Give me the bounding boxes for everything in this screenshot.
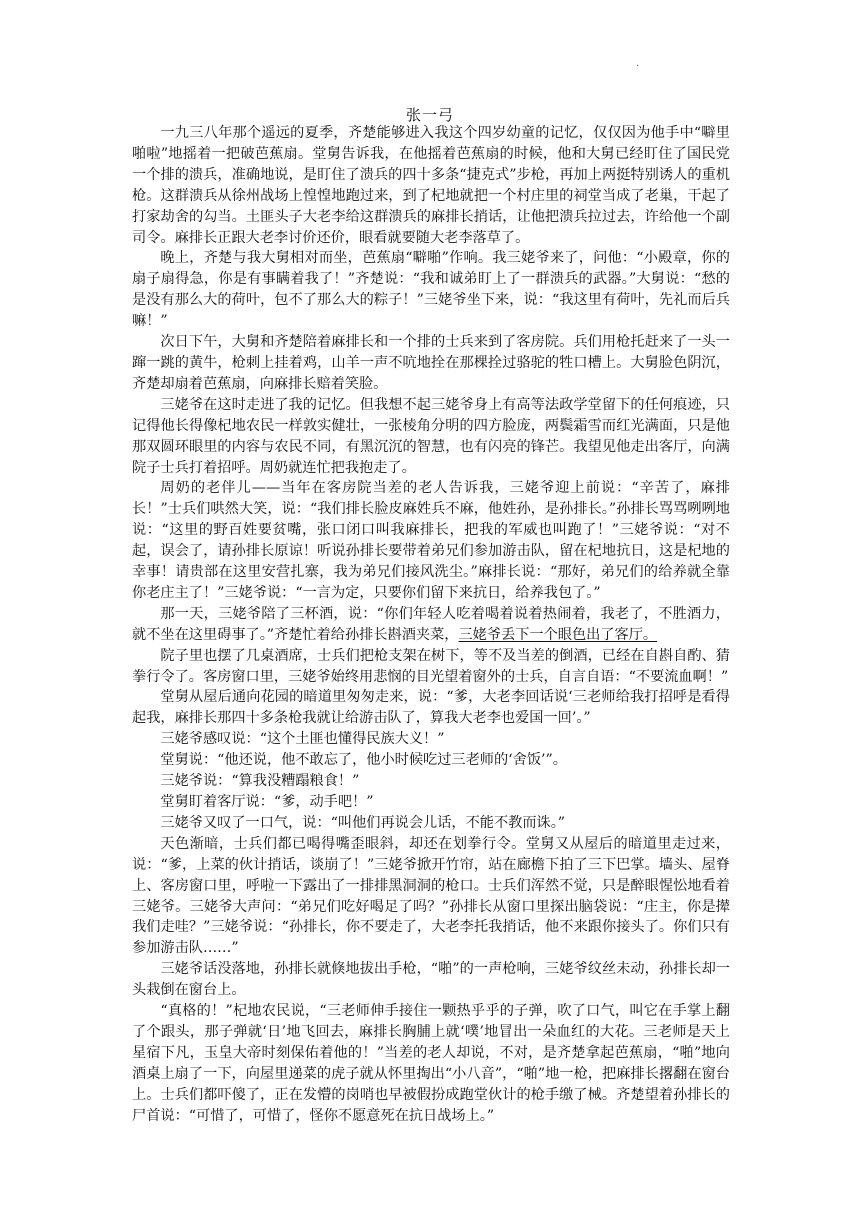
article-body bbox=[132, 123, 730, 1127]
paragraph: 天色渐暗，士兵们都已喝得嘴歪眼斜，却还在划拳行令。堂舅又从屋后的暗道里走过来，说：“爹，上菜的伙计捎话，谈崩了！”三姥爷掀开竹帘，站在廊檐下拍了三下巴掌。墙头、屋脊上、客房窗口里，呼啦一下露出了一排排黑洞洞的枪口。士兵们浑然不觉，只是醉眼惺忪地看着三姥爷。三姥爷大声问：“弟兄们吃好喝足了吗？”孙排长从窗口里探出脑袋说：“庄主，你是撵我们走哇？”三姥爷说：“孙排长，你不要走了，大老李托我捎话，他不来跟你接头了。你们只有参加游击队……” bbox=[132, 835, 730, 957]
underlined-sentence: 三姥爷丢下一个眼色出了客厅。 bbox=[458, 626, 658, 643]
paragraph: “真格的！”杞地农民说，“三老师伸手接住一颗热乎乎的子弹，吹了口气，叫它在手掌上翻了个跟头，那子弹就‘日’地飞回去，麻排长胸脯上就‘噗’地冒出一朵血红的大花。三老师是天上星宿下凡，玉皇大帝时刻保佑着他的！”当差的老人却说，不对，是齐楚拿起芭蕉扇，“啪”地向酒桌上扇了一下，向屋里递菜的虎子就从怀里掏出“小八音”，“啪”地一枪，把麻排长撂翻在窗台上。士兵们都吓傻了，正在发懵的岗哨也早被假扮成跑堂伙计的枪手缴了械。齐楚望着孙排长的尸首说：“可惜了，可惜了，怪你不愿意死在抗日战场上。” bbox=[132, 1003, 730, 1124]
paragraph: 堂舅从屋后通向花园的暗道里匆匆走来，说：“爹，大老李回话说‘三老师给我打招呼是看得起我，麻排长那四十多条枪我就让给游击队了，算我大老李也爱国一回’。” bbox=[132, 689, 730, 727]
header-mark: . bbox=[636, 58, 640, 69]
paragraph: 三姥爷在这时走进了我的记忆。但我想不起三姥爷身上有高等法政学堂留下的任何痕迹，只记得他长得像杞地农民一样敦实健壮，一张棱角分明的四方脸庞，两鬓霜雪而红光满面，只是他那双圆环眼里的内容与农民不同，有黑沉沉的智慧，也有闪亮的锋芒。我望见他走出客厅，向满院子士兵打着招呼。周奶就连忙把我抱走了。 bbox=[132, 396, 730, 476]
article-author-title: 张一弓 bbox=[405, 106, 454, 124]
paragraph: 次日下午，大舅和齐楚陪着麻排长和一个排的士兵来到了客房院。兵们用枪托赶来了一头一蹿一跳的黄牛，枪刺上挂着鸡，山羊一声不吭地拴在那棵拴过骆驼的牲口槽上。大舅脸色阴沉，齐楚却扇着芭蕉扇，向麻排长赔着笑脸。 bbox=[132, 334, 730, 392]
paragraph: 三姥爷话没落地，孙排长就倏地拔出手枪，“啪”的一声枪响，三姥爷纹丝未动，孙排长却一头栽倒在窗台上。 bbox=[132, 961, 730, 999]
paragraph: 三姥爷又叹了一口气，说：“叫他们再说会儿话，不能不教而诛。” bbox=[160, 814, 566, 831]
paragraph: 三姥爷说：“算我没糟蹋粮食！” bbox=[160, 773, 360, 790]
paragraph: 周奶的老伴儿——当年在客房院当差的老人告诉我，三姥爷迎上前说：“辛苦了，麻排长！”士兵们哄然大笑，说：“我们排长脸皮麻姓兵不麻，他姓孙，是孙排长。”孙排长骂骂咧咧地说：“这里的野百姓要贫嘴，张口闭口叫我麻排长，把我的军威也叫跑了！”三姥爷说：“对不起，误会了，请孙排长原谅！听说孙排长要带着弟兄们参加游击队，留在杞地抗日，这是杞地的幸事！请贵部在这里安营扎寨，我为弟兄们接风洗尘。”麻排长说：“那好，弟兄们的给养就全靠你老庄主了！”三姥爷说：“一言为定，只要你们留下来抗日，给养我包了。” bbox=[132, 480, 730, 601]
paragraph: 三姥爷感叹说：“这个土匪也懂得民族大义！” bbox=[160, 731, 445, 748]
paragraph: 晚上，齐楚与我大舅相对而坐，芭蕉扇“噼啪”作响。我三姥爷来了，问他：“小殿章，你的扇子扇得急，你是有事瞒着我了！”齐楚说：“我和诚弟盯上了一群溃兵的武器。”大舅说：“愁的是没有那么大的荷叶，包不了那么大的粽子！”三姥爷坐下来，说：“我这里有荷叶，先礼而后兵嘛！” bbox=[132, 250, 730, 330]
paragraph: 堂舅盯着客厅说：“爹，动手吧！” bbox=[160, 794, 374, 810]
paragraph: 那一天，三姥爷陪了三杯酒，说：“你们年轻人吃着喝着说着热闹着，我老了，不胜酒力，就不坐在这里碍事了。”齐楚忙着给孙排长斟酒夹菜，三姥爷丢下一个眼色出了客厅。 bbox=[132, 605, 730, 643]
paragraph: 堂舅说：“他还说，他不敢忘了，他小时候吃过三老师的‘舍饭’”。 bbox=[160, 752, 567, 769]
paragraph: 院子里也摆了几桌酒席，士兵们把枪支架在树下，等不及当差的倒酒，已经在自斟自酌、猜拳行令了。客房窗口里，三姥爷始终用悲悯的目光望着窗外的士兵，自言自语：“不要流血啊！” bbox=[132, 647, 730, 685]
paragraph: 一九三八年那个遥远的夏季，齐楚能够进入我这个四岁幼童的记忆，仅仅因为他手中“噼里啪啦”地摇着一把破芭蕉扇。堂舅告诉我，在他摇着芭蕉扇的时候，他和大舅已经盯住了国民党一个排的溃兵，准确地说，是盯住了溃兵的四十多条“捷克式”步枪，再加上两挺特别诱人的重机枪。这群溃兵从徐州战场上惶惶地跑过来，到了杞地就把一个村庄里的祠堂当成了老巢，干起了打家劫舍的勾当。土匪头子大老李给这群溃兵的麻排长捎话，让他把溃兵拉过去，许给他一个副司令。麻排长正跟大老李讨价还价，眼看就要随大老李落草了。 bbox=[132, 125, 730, 246]
